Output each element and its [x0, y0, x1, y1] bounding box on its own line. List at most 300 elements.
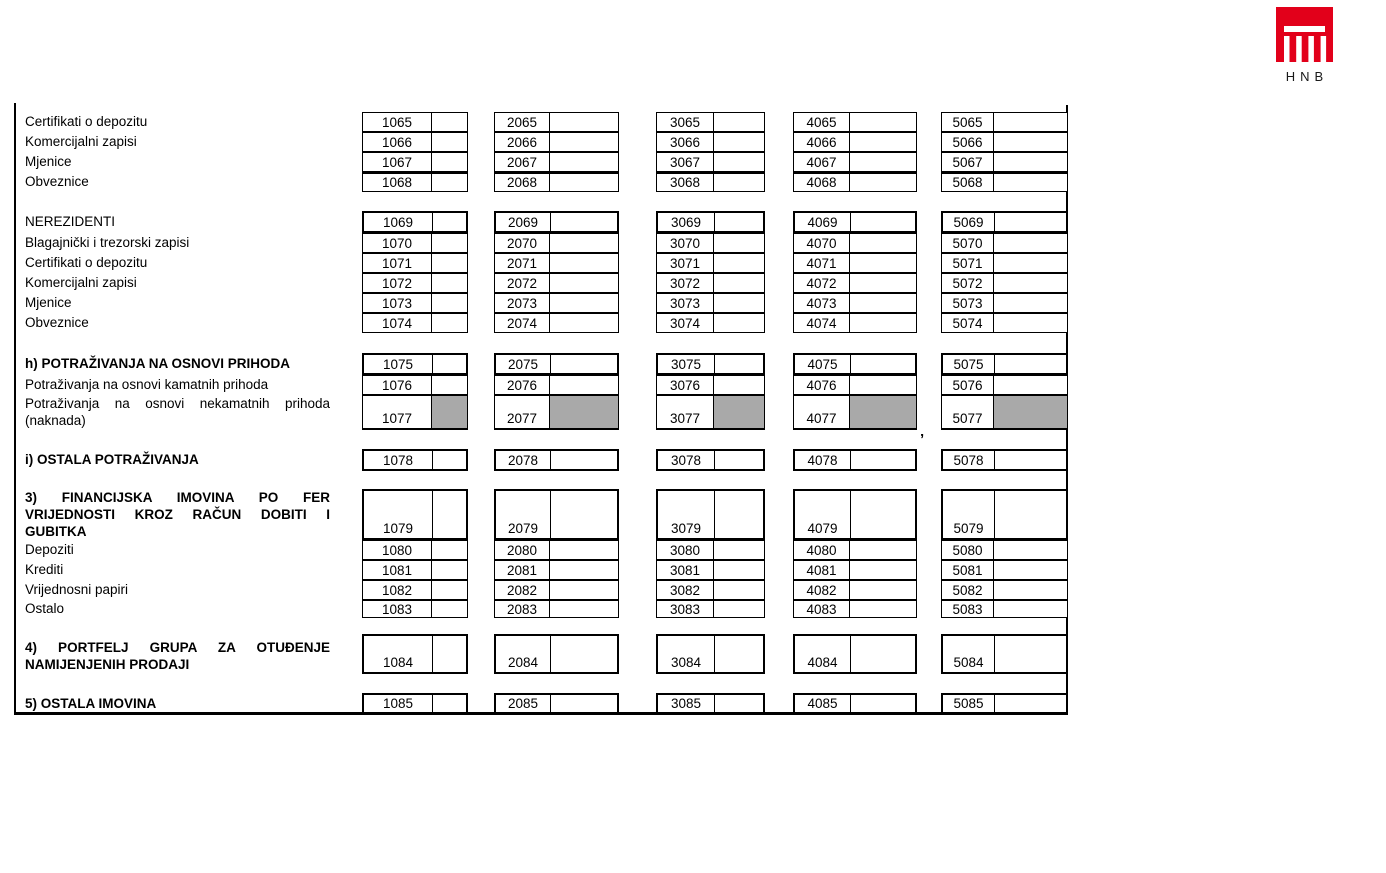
row-label: i) OSTALA POTRAŽIVANJA: [25, 452, 199, 467]
code-value-box: [793, 600, 917, 618]
value-cell-input[interactable]: [431, 254, 467, 272]
code-value-box: [362, 132, 468, 152]
code-cell: 5069: [953, 214, 984, 230]
code-value-box: [494, 560, 619, 580]
code-value-box: [941, 375, 1068, 395]
code-value-box: [941, 293, 1068, 313]
code-value-box: [656, 540, 765, 560]
value-cell-blocked: [993, 396, 1067, 428]
code-cell: 1067: [381, 154, 413, 170]
code-cell: 1075: [382, 356, 414, 372]
value-cell-input[interactable]: [713, 561, 764, 579]
code-cell: 3067: [669, 154, 701, 170]
code-cell: 3079: [670, 521, 702, 536]
row-label: Komercijalni zapisi: [25, 275, 137, 290]
value-cell-input[interactable]: [432, 695, 466, 712]
code-value-box: [656, 353, 765, 375]
value-cell-input[interactable]: [850, 213, 915, 231]
code-value-box: [494, 313, 619, 333]
code-cell: 4069: [807, 214, 838, 230]
code-cell: 3076: [669, 377, 701, 393]
value-cell-input[interactable]: [993, 314, 1067, 332]
value-cell-input[interactable]: [993, 561, 1067, 579]
code-value-box: [362, 353, 468, 375]
code-value-box: [656, 233, 765, 253]
value-cell-input[interactable]: [549, 254, 618, 272]
code-value-box: [941, 112, 1068, 132]
code-cell: 4077: [806, 411, 837, 426]
value-cell-input[interactable]: [713, 314, 764, 332]
code-value-box: [656, 172, 765, 192]
code-value-box: [941, 353, 1068, 375]
code-value-box: [362, 313, 468, 333]
row-label: NEREZIDENTI: [25, 214, 116, 229]
row-label: Mjenice: [25, 154, 72, 169]
code-cell: 4079: [807, 521, 838, 536]
code-cell: 2085: [507, 696, 539, 711]
code-cell: 5081: [952, 562, 983, 578]
code-cell: 2067: [506, 154, 538, 170]
code-cell: 3066: [669, 134, 701, 150]
value-cell-input[interactable]: [549, 274, 618, 292]
value-cell-input[interactable]: [850, 451, 915, 469]
table-left-border: [14, 103, 16, 714]
value-cell-input[interactable]: [993, 174, 1067, 191]
value-cell-input[interactable]: [993, 601, 1067, 617]
value-cell-input[interactable]: [432, 636, 466, 672]
code-value-box: [656, 560, 765, 580]
code-cell: 5074: [952, 315, 983, 331]
code-value-box: [793, 293, 917, 313]
value-cell-blocked: [431, 396, 467, 428]
row-label: Potraživanja na osnovi kamatnih prihoda: [25, 377, 269, 392]
value-cell-input[interactable]: [993, 541, 1067, 559]
code-cell: 3069: [670, 214, 702, 230]
code-value-box: [941, 132, 1068, 152]
value-cell-input[interactable]: [431, 234, 467, 252]
code-value-box: [656, 132, 765, 152]
code-cell: 4071: [806, 255, 837, 271]
code-cell: 1073: [381, 295, 413, 311]
code-value-box: [362, 634, 468, 674]
code-value-box: [793, 211, 917, 233]
value-cell-input[interactable]: [994, 491, 1066, 538]
code-cell: 5082: [952, 582, 983, 598]
code-value-box: [494, 489, 619, 540]
code-cell: 4067: [806, 154, 837, 170]
code-cell: 4072: [806, 275, 837, 291]
value-cell-input[interactable]: [713, 541, 764, 559]
value-cell-input[interactable]: [993, 376, 1067, 394]
code-value-box: [656, 693, 765, 714]
value-cell-input[interactable]: [550, 695, 617, 712]
code-value-box: [941, 600, 1068, 618]
value-cell-input[interactable]: [713, 376, 764, 394]
value-cell-input[interactable]: [850, 636, 915, 672]
code-cell: 3078: [670, 452, 702, 468]
code-value-box: [362, 395, 468, 430]
code-cell: 1084: [382, 655, 414, 670]
code-cell: 2065: [506, 114, 538, 130]
code-value-box: [362, 693, 468, 714]
code-cell: 2076: [506, 377, 538, 393]
code-cell: 3075: [670, 356, 702, 372]
value-cell-input[interactable]: [850, 355, 915, 373]
code-cell: 1066: [381, 134, 413, 150]
value-cell-input[interactable]: [994, 451, 1066, 469]
value-cell-input[interactable]: [549, 174, 618, 191]
code-value-box: [656, 253, 765, 273]
value-cell-input[interactable]: [850, 491, 915, 538]
code-value-box: [941, 152, 1068, 172]
row-label: Certifikati o depozitu: [25, 114, 148, 129]
value-cell-input[interactable]: [713, 153, 764, 171]
code-cell: 2074: [506, 315, 538, 331]
code-value-box: [362, 152, 468, 172]
value-cell-input[interactable]: [431, 541, 467, 559]
code-cell: 2069: [507, 214, 539, 230]
code-cell: 2068: [506, 175, 538, 190]
stray-mark: ’: [920, 431, 925, 448]
code-value-box: [494, 112, 619, 132]
code-value-box: [494, 132, 619, 152]
value-cell-input[interactable]: [850, 695, 915, 712]
code-value-box: [793, 253, 917, 273]
value-cell-input[interactable]: [713, 234, 764, 252]
code-cell: 4076: [806, 377, 837, 393]
value-cell-input[interactable]: [849, 601, 916, 617]
row-label: Depoziti: [25, 542, 74, 557]
code-value-box: [941, 540, 1068, 560]
value-cell-input[interactable]: [549, 601, 618, 617]
code-cell: 3084: [670, 655, 702, 670]
code-value-box: [793, 273, 917, 293]
value-cell-input[interactable]: [432, 355, 466, 373]
value-cell-input[interactable]: [849, 153, 916, 171]
value-cell-input[interactable]: [550, 355, 617, 373]
code-cell: 1070: [381, 235, 413, 251]
code-value-box: [362, 211, 468, 233]
code-value-box: [362, 273, 468, 293]
value-cell-input[interactable]: [849, 581, 916, 599]
code-value-box: [362, 253, 468, 273]
code-cell: 5070: [952, 235, 983, 251]
value-cell-input[interactable]: [431, 314, 467, 332]
code-value-box: [494, 600, 619, 618]
value-cell-input[interactable]: [713, 174, 764, 191]
row-label: Potraživanja na osnovi nekamatnih prihoda (naknada): [25, 396, 330, 428]
value-cell-input[interactable]: [550, 451, 617, 469]
code-cell: 4080: [806, 542, 837, 558]
value-cell-input[interactable]: [714, 451, 763, 469]
code-cell: 5079: [953, 521, 984, 536]
row-label: 3) FINANCIJSKA IMOVINA PO FER VRIJEDNOSTI KROZ RAČUN DOBITI I GUBITKA: [25, 490, 330, 539]
code-cell: 2066: [506, 134, 538, 150]
value-cell-input[interactable]: [849, 113, 916, 131]
code-value-box: [494, 172, 619, 192]
value-cell-input[interactable]: [994, 636, 1066, 672]
value-cell-input[interactable]: [714, 695, 763, 712]
value-cell-input[interactable]: [549, 294, 618, 312]
code-cell: 4068: [806, 175, 837, 190]
value-cell-blocked: [849, 396, 916, 428]
code-value-box: [941, 449, 1068, 471]
code-cell: 4075: [807, 356, 838, 372]
row-label: Certifikati o depozitu: [25, 255, 148, 270]
value-cell-input[interactable]: [713, 581, 764, 599]
value-cell-input[interactable]: [549, 541, 618, 559]
code-value-box: [362, 540, 468, 560]
code-cell: 1069: [382, 214, 414, 230]
code-cell: 5077: [952, 411, 983, 426]
code-cell: 2083: [506, 601, 538, 617]
code-cell: 4078: [807, 452, 838, 468]
code-cell: 5067: [952, 154, 983, 170]
code-cell: 4081: [806, 562, 837, 578]
code-value-box: [656, 112, 765, 132]
code-value-box: [793, 540, 917, 560]
value-cell-input[interactable]: [550, 213, 617, 231]
code-value-box: [494, 233, 619, 253]
hnb-logo: [1276, 7, 1333, 84]
value-cell-input[interactable]: [431, 133, 467, 151]
code-cell: 3073: [669, 295, 701, 311]
code-value-box: [793, 449, 917, 471]
code-value-box: [656, 375, 765, 395]
code-value-box: [494, 634, 619, 674]
code-cell: 1081: [381, 562, 413, 578]
code-value-box: [494, 152, 619, 172]
code-value-box: [362, 233, 468, 253]
code-value-box: [494, 540, 619, 560]
value-cell-input[interactable]: [849, 294, 916, 312]
code-value-box: [941, 253, 1068, 273]
value-cell-input[interactable]: [993, 294, 1067, 312]
code-value-box: [793, 353, 917, 375]
value-cell-input[interactable]: [849, 174, 916, 191]
value-cell-input[interactable]: [713, 133, 764, 151]
value-cell-input[interactable]: [550, 636, 617, 672]
code-cell: 1082: [381, 582, 413, 598]
code-value-box: [656, 395, 765, 430]
code-cell: 2075: [507, 356, 539, 372]
code-value-box: [941, 273, 1068, 293]
code-value-box: [793, 233, 917, 253]
value-cell-input[interactable]: [431, 561, 467, 579]
row-label: 4) PORTFELJ GRUPA ZA OTUĐENJE NAMIJENJENIH PRODAJI: [25, 640, 330, 672]
code-cell: 1077: [381, 411, 413, 426]
value-cell-input[interactable]: [550, 491, 617, 538]
code-cell: 2084: [507, 655, 539, 670]
value-cell-input[interactable]: [431, 174, 467, 191]
code-value-box: [656, 293, 765, 313]
code-cell: 5072: [952, 275, 983, 291]
code-cell: 3071: [669, 255, 701, 271]
code-cell: 2082: [506, 582, 538, 598]
value-cell-input[interactable]: [849, 561, 916, 579]
code-cell: 2080: [506, 542, 538, 558]
value-cell-input[interactable]: [549, 133, 618, 151]
code-cell: 3074: [669, 315, 701, 331]
row-label: Komercijalni zapisi: [25, 134, 137, 149]
code-value-box: [793, 375, 917, 395]
value-cell-input[interactable]: [431, 153, 467, 171]
code-cell: 3083: [669, 601, 701, 617]
code-value-box: [793, 172, 917, 192]
value-cell-input[interactable]: [549, 234, 618, 252]
value-cell-input[interactable]: [713, 294, 764, 312]
code-value-box: [656, 634, 765, 674]
code-cell: 1083: [381, 601, 413, 617]
code-cell: 4065: [806, 114, 837, 130]
code-value-box: [656, 152, 765, 172]
value-cell-input[interactable]: [714, 355, 763, 373]
code-value-box: [494, 353, 619, 375]
code-value-box: [941, 172, 1068, 192]
value-cell-input[interactable]: [849, 274, 916, 292]
code-value-box: [656, 489, 765, 540]
code-value-box: [656, 600, 765, 618]
code-cell: 1065: [381, 114, 413, 130]
value-cell-input[interactable]: [994, 355, 1066, 373]
code-value-box: [494, 693, 619, 714]
code-cell: 4073: [806, 295, 837, 311]
row-label: Krediti: [25, 562, 64, 577]
row-label: Obveznice: [25, 174, 89, 189]
code-value-box: [362, 172, 468, 192]
code-value-box: [793, 693, 917, 714]
code-cell: 2078: [507, 452, 539, 468]
value-cell-input[interactable]: [549, 376, 618, 394]
code-value-box: [494, 211, 619, 233]
code-cell: 3068: [669, 175, 701, 190]
value-cell-input[interactable]: [714, 213, 763, 231]
code-cell: 5080: [952, 542, 983, 558]
value-cell-input[interactable]: [431, 113, 467, 131]
value-cell-input[interactable]: [993, 153, 1067, 171]
code-value-box: [362, 112, 468, 132]
code-cell: 4082: [806, 582, 837, 598]
code-value-box: [494, 293, 619, 313]
value-cell-input[interactable]: [432, 213, 466, 231]
code-value-box: [362, 293, 468, 313]
code-value-box: [793, 560, 917, 580]
value-cell-input[interactable]: [713, 113, 764, 131]
value-cell-input[interactable]: [713, 254, 764, 272]
value-cell-input[interactable]: [431, 376, 467, 394]
code-cell: 1078: [382, 452, 414, 468]
code-value-box: [793, 313, 917, 333]
code-cell: 2071: [506, 255, 538, 271]
code-value-box: [941, 233, 1068, 253]
code-value-box: [656, 449, 765, 471]
row-label: Obveznice: [25, 315, 89, 330]
code-value-box: [793, 112, 917, 132]
row-label: Ostalo: [25, 601, 65, 616]
code-value-box: [494, 449, 619, 471]
code-value-box: [494, 375, 619, 395]
code-cell: 2070: [506, 235, 538, 251]
code-value-box: [656, 273, 765, 293]
value-cell-input[interactable]: [549, 581, 618, 599]
code-cell: 4074: [806, 315, 837, 331]
code-cell: 4066: [806, 134, 837, 150]
code-value-box: [793, 580, 917, 600]
code-cell: 3081: [669, 562, 701, 578]
code-value-box: [362, 375, 468, 395]
value-cell-input[interactable]: [849, 376, 916, 394]
value-cell-input[interactable]: [849, 541, 916, 559]
value-cell-input[interactable]: [993, 234, 1067, 252]
code-cell: 1085: [382, 696, 414, 711]
code-cell: 2077: [506, 411, 538, 426]
value-cell-input[interactable]: [849, 133, 916, 151]
value-cell-input[interactable]: [993, 133, 1067, 151]
code-value-box: [793, 489, 917, 540]
value-cell-input[interactable]: [714, 636, 763, 672]
code-cell: 3077: [669, 411, 701, 426]
code-cell: 5085: [953, 696, 984, 711]
code-cell: 5084: [953, 655, 984, 670]
value-cell-input[interactable]: [849, 254, 916, 272]
value-cell-input[interactable]: [993, 581, 1067, 599]
code-value-box: [494, 580, 619, 600]
code-cell: 5071: [952, 255, 983, 271]
code-value-box: [362, 600, 468, 618]
value-cell-input[interactable]: [549, 153, 618, 171]
value-cell-input[interactable]: [431, 601, 467, 617]
value-cell-input[interactable]: [549, 314, 618, 332]
value-cell-input[interactable]: [713, 601, 764, 617]
code-cell: 5065: [952, 114, 983, 130]
value-cell-input[interactable]: [993, 254, 1067, 272]
code-value-box: [494, 273, 619, 293]
value-cell-input[interactable]: [994, 695, 1066, 712]
value-cell-input[interactable]: [431, 294, 467, 312]
value-cell-input[interactable]: [994, 213, 1066, 231]
code-cell: 1074: [381, 315, 413, 331]
code-cell: 1076: [381, 377, 413, 393]
code-cell: 3082: [669, 582, 701, 598]
value-cell-input[interactable]: [993, 113, 1067, 131]
row-label: Mjenice: [25, 295, 72, 310]
code-cell: 4070: [806, 235, 837, 251]
value-cell-input[interactable]: [849, 314, 916, 332]
code-value-box: [656, 211, 765, 233]
value-cell-input[interactable]: [432, 451, 466, 469]
code-cell: 1072: [381, 275, 413, 291]
value-cell-blocked: [549, 396, 618, 428]
code-value-box: [656, 313, 765, 333]
value-cell-input[interactable]: [431, 274, 467, 292]
value-cell-input[interactable]: [713, 274, 764, 292]
value-cell-input[interactable]: [993, 274, 1067, 292]
code-value-box: [941, 560, 1068, 580]
code-cell: 4084: [807, 655, 838, 670]
code-cell: 5083: [952, 601, 983, 617]
code-cell: 5073: [952, 295, 983, 311]
value-cell-input[interactable]: [549, 561, 618, 579]
value-cell-input[interactable]: [432, 491, 466, 538]
row-label: 5) OSTALA IMOVINA: [25, 696, 157, 711]
code-cell: 5066: [952, 134, 983, 150]
value-cell-input[interactable]: [549, 113, 618, 131]
code-cell: 1071: [381, 255, 413, 271]
value-cell-input[interactable]: [849, 234, 916, 252]
code-cell: 4085: [807, 696, 838, 711]
value-cell-input[interactable]: [431, 581, 467, 599]
value-cell-input[interactable]: [714, 491, 763, 538]
